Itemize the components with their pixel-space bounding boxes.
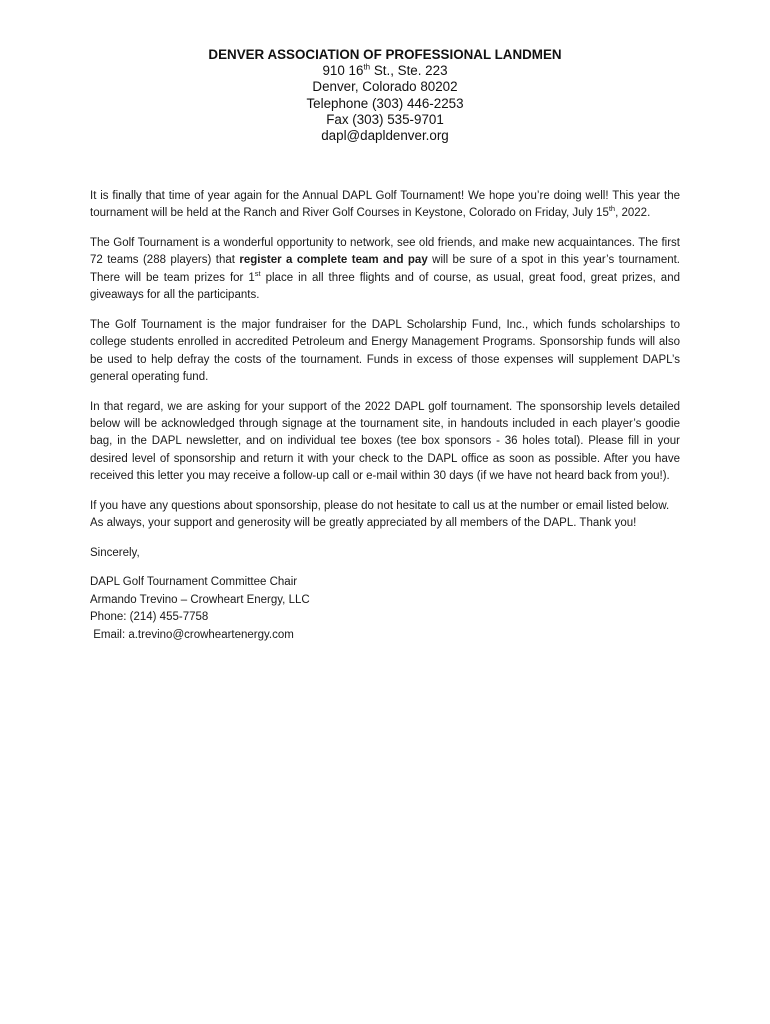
paragraph-fundraiser: The Golf Tournament is the major fundraiser for the DAPL Scholarship Fund, Inc., which funds scholarships to college students enrolled in accredited Petroleum and Energy Management Programs. Sponsorship funds will also be used to help defray the costs of the tournament. Funds in excess of those expenses will supplement DAPL’s general operating fund. [90, 318, 680, 384]
signer-phone: Phone: (214) 455-7758 [90, 611, 209, 624]
fax: Fax (303) 535-9701 [326, 111, 444, 127]
paragraph-intro [90, 188, 680, 223]
paragraph-intro-end: , 2022. [615, 207, 651, 220]
letterhead [0, 47, 770, 144]
paragraph-questions: If you have any questions about sponsorship, please do not hesitate to call us at the number or email listed below. As always, your support and generosity will be greatly appreciated by all members of the DAPL. Thank you! [90, 499, 670, 530]
paragraph-opportunity-start: The Golf Tournament is a wonderful opportunity to network, see old friends, and make new acquaintances. The first 72 teams (288 players) that [90, 237, 680, 267]
signature-block [90, 574, 680, 644]
registration-emphasis: register a complete team and pay [239, 254, 428, 267]
paragraph-opportunity-end: place in all three flights and of course, as usual, great food, great prizes, and giveaways for all the participants. [90, 271, 680, 302]
signer-name-company: Armando Trevino – Crowheart Energy, LLC [90, 593, 310, 606]
paragraph-opportunity-mid: will be sure of a spot in this year’s tournament. There will be team prizes for 1 [90, 254, 681, 284]
paragraph-opportunity [90, 235, 680, 305]
paragraph-intro-text: It is finally that time of year again for the Annual DAPL Golf Tournament! We hope you’re doing well! This year the tournament will be held at the Ranch and River Golf Courses in Keystone, Colorado on Friday, July 15 [90, 190, 680, 220]
signer-email: Email: a.trevino@crowheartenergy.com [90, 628, 294, 641]
telephone: Telephone (303) 446-2253 [306, 95, 464, 111]
letter-body [90, 188, 680, 644]
date-ordinal: th [608, 204, 616, 214]
place-ordinal: st [254, 268, 261, 278]
closing: Sincerely, [90, 546, 140, 559]
street-address-ordinal: th [363, 62, 371, 72]
organization-email: dapl@dapldenver.org [321, 128, 449, 144]
signer-title: DAPL Golf Tournament Committee Chair [90, 576, 298, 589]
city-state-zip: Denver, Colorado 80202 [312, 79, 458, 95]
organization-name: DENVER ASSOCIATION OF PROFESSIONAL LANDMEN [208, 47, 562, 62]
street-address-number: 910 16 [322, 63, 364, 79]
street-address [0, 63, 770, 79]
paragraph-sponsorship: In that regard, we are asking for your support of the 2022 DAPL golf tournament. The sponsorship levels detailed below will be acknowledged through signage at the tournament site, in handouts included in each player’s goodie bag, in the DAPL newsletter, and on individual tee boxes (tee box sponsors - 36 holes total). Please fill in your desired level of sponsorship and return it with your check to the DAPL office as soon as possible. After you have received this letter you may receive a follow-up call or e-mail within 30 days (if we have not heard back from you!). [90, 400, 680, 483]
street-address-rest: St., Ste. 223 [370, 63, 448, 79]
